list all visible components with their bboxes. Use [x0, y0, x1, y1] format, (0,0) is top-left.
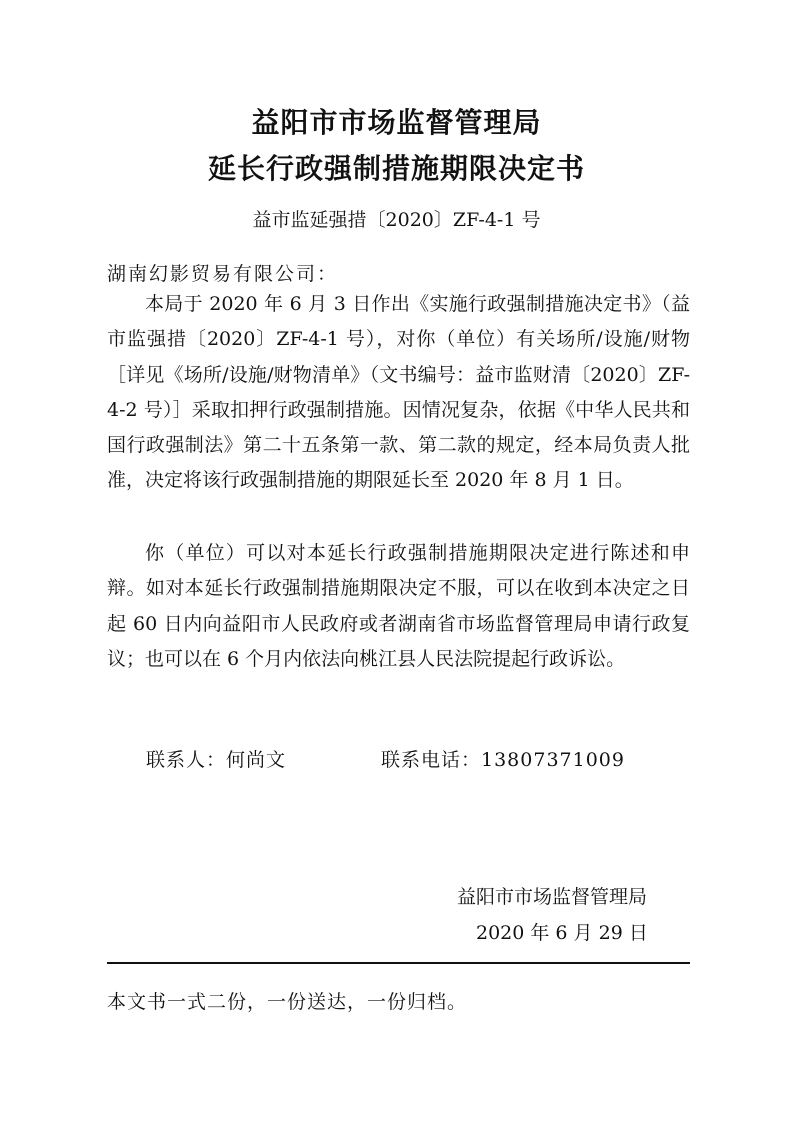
footer-divider — [107, 962, 690, 964]
addressee: 湖南幻影贸易有限公司： — [107, 263, 339, 285]
signature-organization: 益阳市市场监督管理局 — [457, 886, 648, 908]
contact-person: 联系人：何尚文 — [146, 749, 287, 771]
body-paragraph-decision: 本局于 2020 年 6 月 3 日作出《实施行政强制措施决定书》（益市监强措〔2020〕ZF-4-1 号），对你（单位）有关场所/设施/财物［详见《场所/设施/财物清单》（文书编号：益市监财清〔2020〕ZF-4-2 号）］采取扣押行政强制措施。因情况复杂，依据《中华人民共和国行政强制法》第二十五条第一款、第二款的规定，经本局负责人批准，决定将该行政强制措施的期限延长至 2020 年 8 月 1 日。 — [107, 293, 690, 492]
document-number: 益市监延强措〔2020〕ZF-4-1 号 — [252, 209, 541, 231]
signature-date: 2020 年 6 月 29 日 — [476, 922, 648, 944]
contact-phone: 联系电话：13807371009 — [381, 749, 625, 771]
document-title-line2: 延长行政强制措施期限决定书 — [207, 152, 585, 185]
body-paragraph-appeal-rights: 你（单位）可以对本延长行政强制措施期限决定进行陈述和申辩。如对本延长行政强制措施期限决定不服，可以在收到本决定之日起 60 日内向益阳市人民政府或者湖南省市场监督管理局申请行政复议；也可以在 6 个月内依法向桃江县人民法院提起行政诉讼。 — [107, 542, 690, 670]
footer-note: 本文书一式二份，一份送达，一份归档。 — [107, 991, 468, 1013]
document-title-line1: 益阳市市场监督管理局 — [251, 106, 542, 139]
